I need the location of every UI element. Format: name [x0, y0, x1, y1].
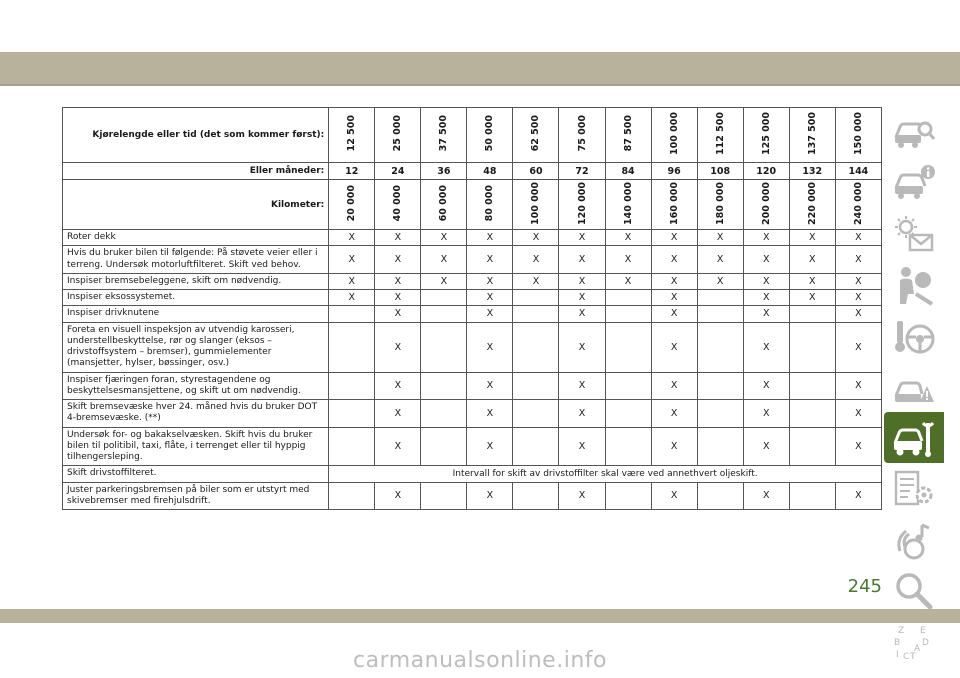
schedule-mark [329, 372, 375, 400]
km-header-value: 160 000 [668, 181, 680, 225]
task-description: Roter dekk [63, 230, 329, 246]
mileage-header-value: 87 500 [622, 115, 634, 152]
schedule-mark: X [467, 322, 513, 372]
schedule-mark [421, 306, 467, 322]
schedule-mark: X [835, 322, 881, 372]
tab-car-info[interactable] [884, 157, 944, 208]
schedule-mark [513, 322, 559, 372]
schedule-mark [329, 306, 375, 322]
schedule-mark: X [697, 273, 743, 289]
km-header-value: 220 000 [806, 181, 818, 225]
schedule-mark: X [789, 230, 835, 246]
km-header-cell [835, 180, 881, 230]
months-header-cell: 144 [835, 163, 881, 180]
schedule-mark [513, 427, 559, 466]
schedule-mark: X [743, 290, 789, 306]
mileage-header-value: 137 500 [806, 112, 818, 155]
maintenance-schedule-table [62, 107, 882, 510]
mileage-header-cell [651, 108, 697, 163]
warning-light-mail-icon [892, 213, 936, 255]
schedule-mark [605, 372, 651, 400]
schedule-mark [329, 427, 375, 466]
mileage-header-value: 75 000 [576, 115, 588, 152]
tab-servicing-maintenance[interactable] [884, 412, 944, 463]
schedule-mark [513, 372, 559, 400]
schedule-mark [421, 482, 467, 510]
months-header-cell: 36 [421, 163, 467, 180]
mileage-header-value: 62 500 [530, 115, 542, 152]
schedule-mark: X [651, 306, 697, 322]
mileage-header-cell [835, 108, 881, 163]
index-letter-1: Z [898, 625, 905, 636]
mileage-header-cell [467, 108, 513, 163]
schedule-mark: X [559, 290, 605, 306]
schedule-mark: X [329, 290, 375, 306]
index-letter-2: E [920, 625, 926, 636]
km-header-cell [513, 180, 559, 230]
table-row [63, 482, 882, 510]
months-header-cell: 60 [513, 163, 559, 180]
schedule-mark: X [375, 400, 421, 428]
schedule-mark: X [789, 273, 835, 289]
index-letter-8: T [910, 651, 916, 662]
schedule-mark [697, 290, 743, 306]
index-letter-4: D [922, 637, 929, 648]
schedule-mark: X [697, 230, 743, 246]
car-info-icon [892, 162, 936, 204]
schedule-mark [605, 482, 651, 510]
months-header-cell: 96 [651, 163, 697, 180]
schedule-mark: X [743, 427, 789, 466]
mileage-header-cell [421, 108, 467, 163]
mileage-header-value: 125 000 [760, 112, 772, 155]
schedule-mark: X [467, 427, 513, 466]
schedule-mark: X [835, 482, 881, 510]
months-header-cell: 48 [467, 163, 513, 180]
table-row [63, 466, 882, 482]
tab-safety[interactable] [884, 259, 944, 310]
schedule-mark [697, 482, 743, 510]
task-description: Inspiser eksossystemet. [63, 290, 329, 306]
chapter-tabs [884, 106, 944, 667]
km-header-value: 120 000 [576, 181, 588, 225]
months-header-cell: 108 [697, 163, 743, 180]
schedule-mark: X [559, 482, 605, 510]
tab-car-search[interactable] [884, 106, 944, 157]
table-row [63, 372, 882, 400]
schedule-mark: X [375, 482, 421, 510]
index-letter-7: C [903, 651, 910, 662]
mileage-header-cell [329, 108, 375, 163]
car-search-icon [892, 111, 936, 153]
schedule-mark: X [651, 273, 697, 289]
mileage-header-cell [375, 108, 421, 163]
task-description: Inspiser drivknutene [63, 306, 329, 322]
schedule-mark: X [743, 372, 789, 400]
schedule-mark: X [835, 427, 881, 466]
km-header-cell [375, 180, 421, 230]
schedule-mark [513, 400, 559, 428]
mileage-header-cell [697, 108, 743, 163]
mileage-header-value: 100 000 [668, 112, 680, 155]
task-description: Juster parkeringsbremsen på biler som er utstyrt med skivebremser med firehjulsdrift. [63, 482, 329, 510]
schedule-mark: X [835, 400, 881, 428]
schedule-mark [697, 372, 743, 400]
schedule-mark: X [559, 306, 605, 322]
schedule-mark: X [559, 230, 605, 246]
mileage-header-cell [789, 108, 835, 163]
km-header-value: 80 000 [484, 184, 496, 222]
table-row [63, 273, 882, 289]
schedule-mark: X [559, 246, 605, 274]
schedule-mark: X [559, 400, 605, 428]
schedule-mark [697, 427, 743, 466]
schedule-mark: X [743, 273, 789, 289]
schedule-mark: X [605, 230, 651, 246]
index-letter-3: B [894, 637, 901, 648]
km-header-cell [697, 180, 743, 230]
schedule-mark [789, 306, 835, 322]
schedule-mark: X [835, 246, 881, 274]
km-header-label: Kilometer: [63, 180, 329, 230]
km-header-value: 240 000 [852, 181, 864, 225]
schedule-mark: X [421, 246, 467, 274]
schedule-mark: X [789, 246, 835, 274]
table-row [63, 400, 882, 428]
months-header-cell: 132 [789, 163, 835, 180]
schedule-mark: X [375, 372, 421, 400]
schedule-mark [513, 482, 559, 510]
km-header-value: 200 000 [760, 181, 772, 225]
mileage-header-value: 150 000 [852, 112, 864, 155]
km-header-cell [329, 180, 375, 230]
km-header-cell [651, 180, 697, 230]
mileage-header-label: Kjørelengde eller tid (det som kommer først): [63, 108, 329, 163]
tab-warning-lights[interactable] [884, 208, 944, 259]
schedule-mark: X [467, 273, 513, 289]
schedule-mark: X [651, 400, 697, 428]
schedule-mark: X [651, 230, 697, 246]
tab-emergency[interactable] [884, 361, 944, 412]
mileage-header [63, 108, 882, 163]
task-description: Skift drivstoffilteret. [63, 466, 329, 482]
schedule-mark: X [743, 322, 789, 372]
schedule-mark: X [651, 372, 697, 400]
page-number: 245 [847, 576, 882, 597]
months-header-cell: 24 [375, 163, 421, 180]
schedule-mark [697, 322, 743, 372]
airbag-seatbelt-icon [892, 264, 936, 306]
table-row [63, 230, 882, 246]
schedule-mark: X [559, 273, 605, 289]
schedule-mark: X [421, 273, 467, 289]
schedule-mark: X [651, 427, 697, 466]
schedule-mark: X [467, 246, 513, 274]
schedule-mark: X [835, 230, 881, 246]
schedule-mark [605, 306, 651, 322]
interval-note: Intervall for skift av drivstoffilter skal være ved annethvert oljeskift. [329, 466, 882, 482]
schedule-mark [605, 427, 651, 466]
schedule-mark [329, 322, 375, 372]
mileage-header-value: 37 500 [438, 115, 450, 152]
schedule-mark: X [559, 372, 605, 400]
mileage-header-cell [559, 108, 605, 163]
schedule-mark: X [467, 306, 513, 322]
task-description: Inspiser bremsebeleggene, skift om nødvendig. [63, 273, 329, 289]
schedule-mark: X [651, 290, 697, 306]
schedule-mark [513, 306, 559, 322]
km-header [63, 180, 882, 230]
schedule-mark: X [375, 322, 421, 372]
schedule-mark [421, 427, 467, 466]
schedule-mark [605, 322, 651, 372]
schedule-mark: X [789, 290, 835, 306]
car-breakdown-icon [892, 366, 936, 408]
mileage-header-value: 12 500 [346, 115, 358, 152]
table-row [63, 290, 882, 306]
schedule-mark: X [467, 372, 513, 400]
months-header-label: Eller måneder: [63, 163, 329, 180]
schedule-mark: X [743, 482, 789, 510]
km-header-cell [421, 180, 467, 230]
schedule-mark [421, 400, 467, 428]
schedule-mark [789, 372, 835, 400]
table-row [63, 427, 882, 466]
schedule-mark: X [697, 246, 743, 274]
schedule-mark: X [651, 246, 697, 274]
km-header-cell [605, 180, 651, 230]
schedule-mark: X [559, 322, 605, 372]
steering-wheel-key-icon [892, 315, 936, 357]
schedule-mark: X [467, 400, 513, 428]
task-description: Skift bremsevæske hver 24. måned hvis du bruker DOT 4-bremsevæske. (**) [63, 400, 329, 428]
schedule-mark: X [467, 482, 513, 510]
km-header-value: 100 000 [530, 181, 542, 225]
schedule-mark: X [835, 372, 881, 400]
schedule-mark: X [467, 290, 513, 306]
schedule-mark: X [513, 246, 559, 274]
km-header-value: 180 000 [714, 181, 726, 225]
schedule-mark: X [467, 230, 513, 246]
schedule-mark [421, 322, 467, 372]
schedule-mark [605, 400, 651, 428]
km-header-cell [467, 180, 513, 230]
months-header-cell: 84 [605, 163, 651, 180]
top-header-band [0, 52, 960, 84]
schedule-mark: X [743, 306, 789, 322]
schedule-mark [789, 322, 835, 372]
schedule-mark: X [605, 246, 651, 274]
schedule-mark: X [651, 322, 697, 372]
search-magnifier-icon [892, 570, 936, 612]
tab-multimedia[interactable] [884, 514, 944, 565]
km-header-cell [743, 180, 789, 230]
schedule-mark [789, 427, 835, 466]
mileage-header-cell [605, 108, 651, 163]
months-header-cell: 12 [329, 163, 375, 180]
schedule-mark: X [559, 427, 605, 466]
months-header-cell: 120 [743, 163, 789, 180]
schedule-mark: X [835, 290, 881, 306]
schedule-mark [329, 400, 375, 428]
schedule-mark: X [651, 482, 697, 510]
schedule-mark: X [835, 273, 881, 289]
km-header-value: 20 000 [346, 184, 358, 222]
km-header-value: 60 000 [438, 184, 450, 222]
table-row [63, 246, 882, 274]
task-description: Undersøk for- og bakakselvæsken. Skift hvis du bruker bilen til politibil, taxi, flåte, i terrenget eller til hyppig tilhengersleping. [63, 427, 329, 466]
km-header-cell [559, 180, 605, 230]
schedule-mark: X [513, 273, 559, 289]
mileage-header-value: 50 000 [484, 115, 496, 152]
schedule-mark [513, 290, 559, 306]
table-row [63, 306, 882, 322]
tab-starting-driving[interactable] [884, 310, 944, 361]
months-header-cell: 72 [559, 163, 605, 180]
schedule-mark: X [375, 427, 421, 466]
header-rule [0, 84, 960, 86]
schedule-mark: X [375, 273, 421, 289]
index-letter-5: A [914, 643, 921, 654]
task-description: Foreta en visuell inspeksjon av utvendig karosseri, understellbeskyttelse, rør og slanger (eksos – drivstoffsystem – bremser), gummielementer (mansjetter, hylser, bøssinger, osv.) [63, 322, 329, 372]
schedule-mark [421, 372, 467, 400]
mileage-header-cell [743, 108, 789, 163]
schedule-mark: X [329, 273, 375, 289]
months-header [63, 163, 882, 180]
watermark: carmanualsonline.info [353, 648, 607, 673]
schedule-mark: X [513, 230, 559, 246]
schedule-mark: X [605, 273, 651, 289]
km-header-cell [789, 180, 835, 230]
schedule-mark: X [421, 230, 467, 246]
schedule-mark: X [743, 246, 789, 274]
schedule-mark: X [743, 400, 789, 428]
schedule-mark: X [835, 306, 881, 322]
schedule-mark: X [329, 230, 375, 246]
schedule-mark [789, 482, 835, 510]
km-header-value: 140 000 [622, 181, 634, 225]
schedule-mark: X [375, 306, 421, 322]
schedule-mark [605, 290, 651, 306]
mileage-header-value: 25 000 [392, 115, 404, 152]
schedule-mark [697, 400, 743, 428]
schedule-mark [329, 482, 375, 510]
task-description: Inspiser fjæringen foran, styrestagendene og beskyttelsesmansjettene, og skift ut om nødvendig. [63, 372, 329, 400]
bottom-footer-band [0, 609, 960, 623]
mileage-header-cell [513, 108, 559, 163]
schedule-mark: X [375, 246, 421, 274]
table-row [63, 322, 882, 372]
km-header-value: 40 000 [392, 184, 404, 222]
schedule-mark [697, 306, 743, 322]
schedule-mark: X [375, 230, 421, 246]
mileage-header-value: 112 500 [714, 112, 726, 155]
specifications-gear-icon [892, 468, 936, 510]
schedule-mark: X [329, 246, 375, 274]
multimedia-music-icon [892, 519, 936, 561]
task-description: Hvis du bruker bilen til følgende: På støvete veier eller i terreng. Undersøk motorluftfilteret. Skift ved behov. [63, 246, 329, 274]
index-letter-6: I [896, 649, 899, 660]
schedule-mark [789, 400, 835, 428]
schedule-mark [421, 290, 467, 306]
tab-technical-specs[interactable] [884, 463, 944, 514]
schedule-mark: X [743, 230, 789, 246]
car-wrench-icon [892, 417, 936, 459]
schedule-mark: X [375, 290, 421, 306]
